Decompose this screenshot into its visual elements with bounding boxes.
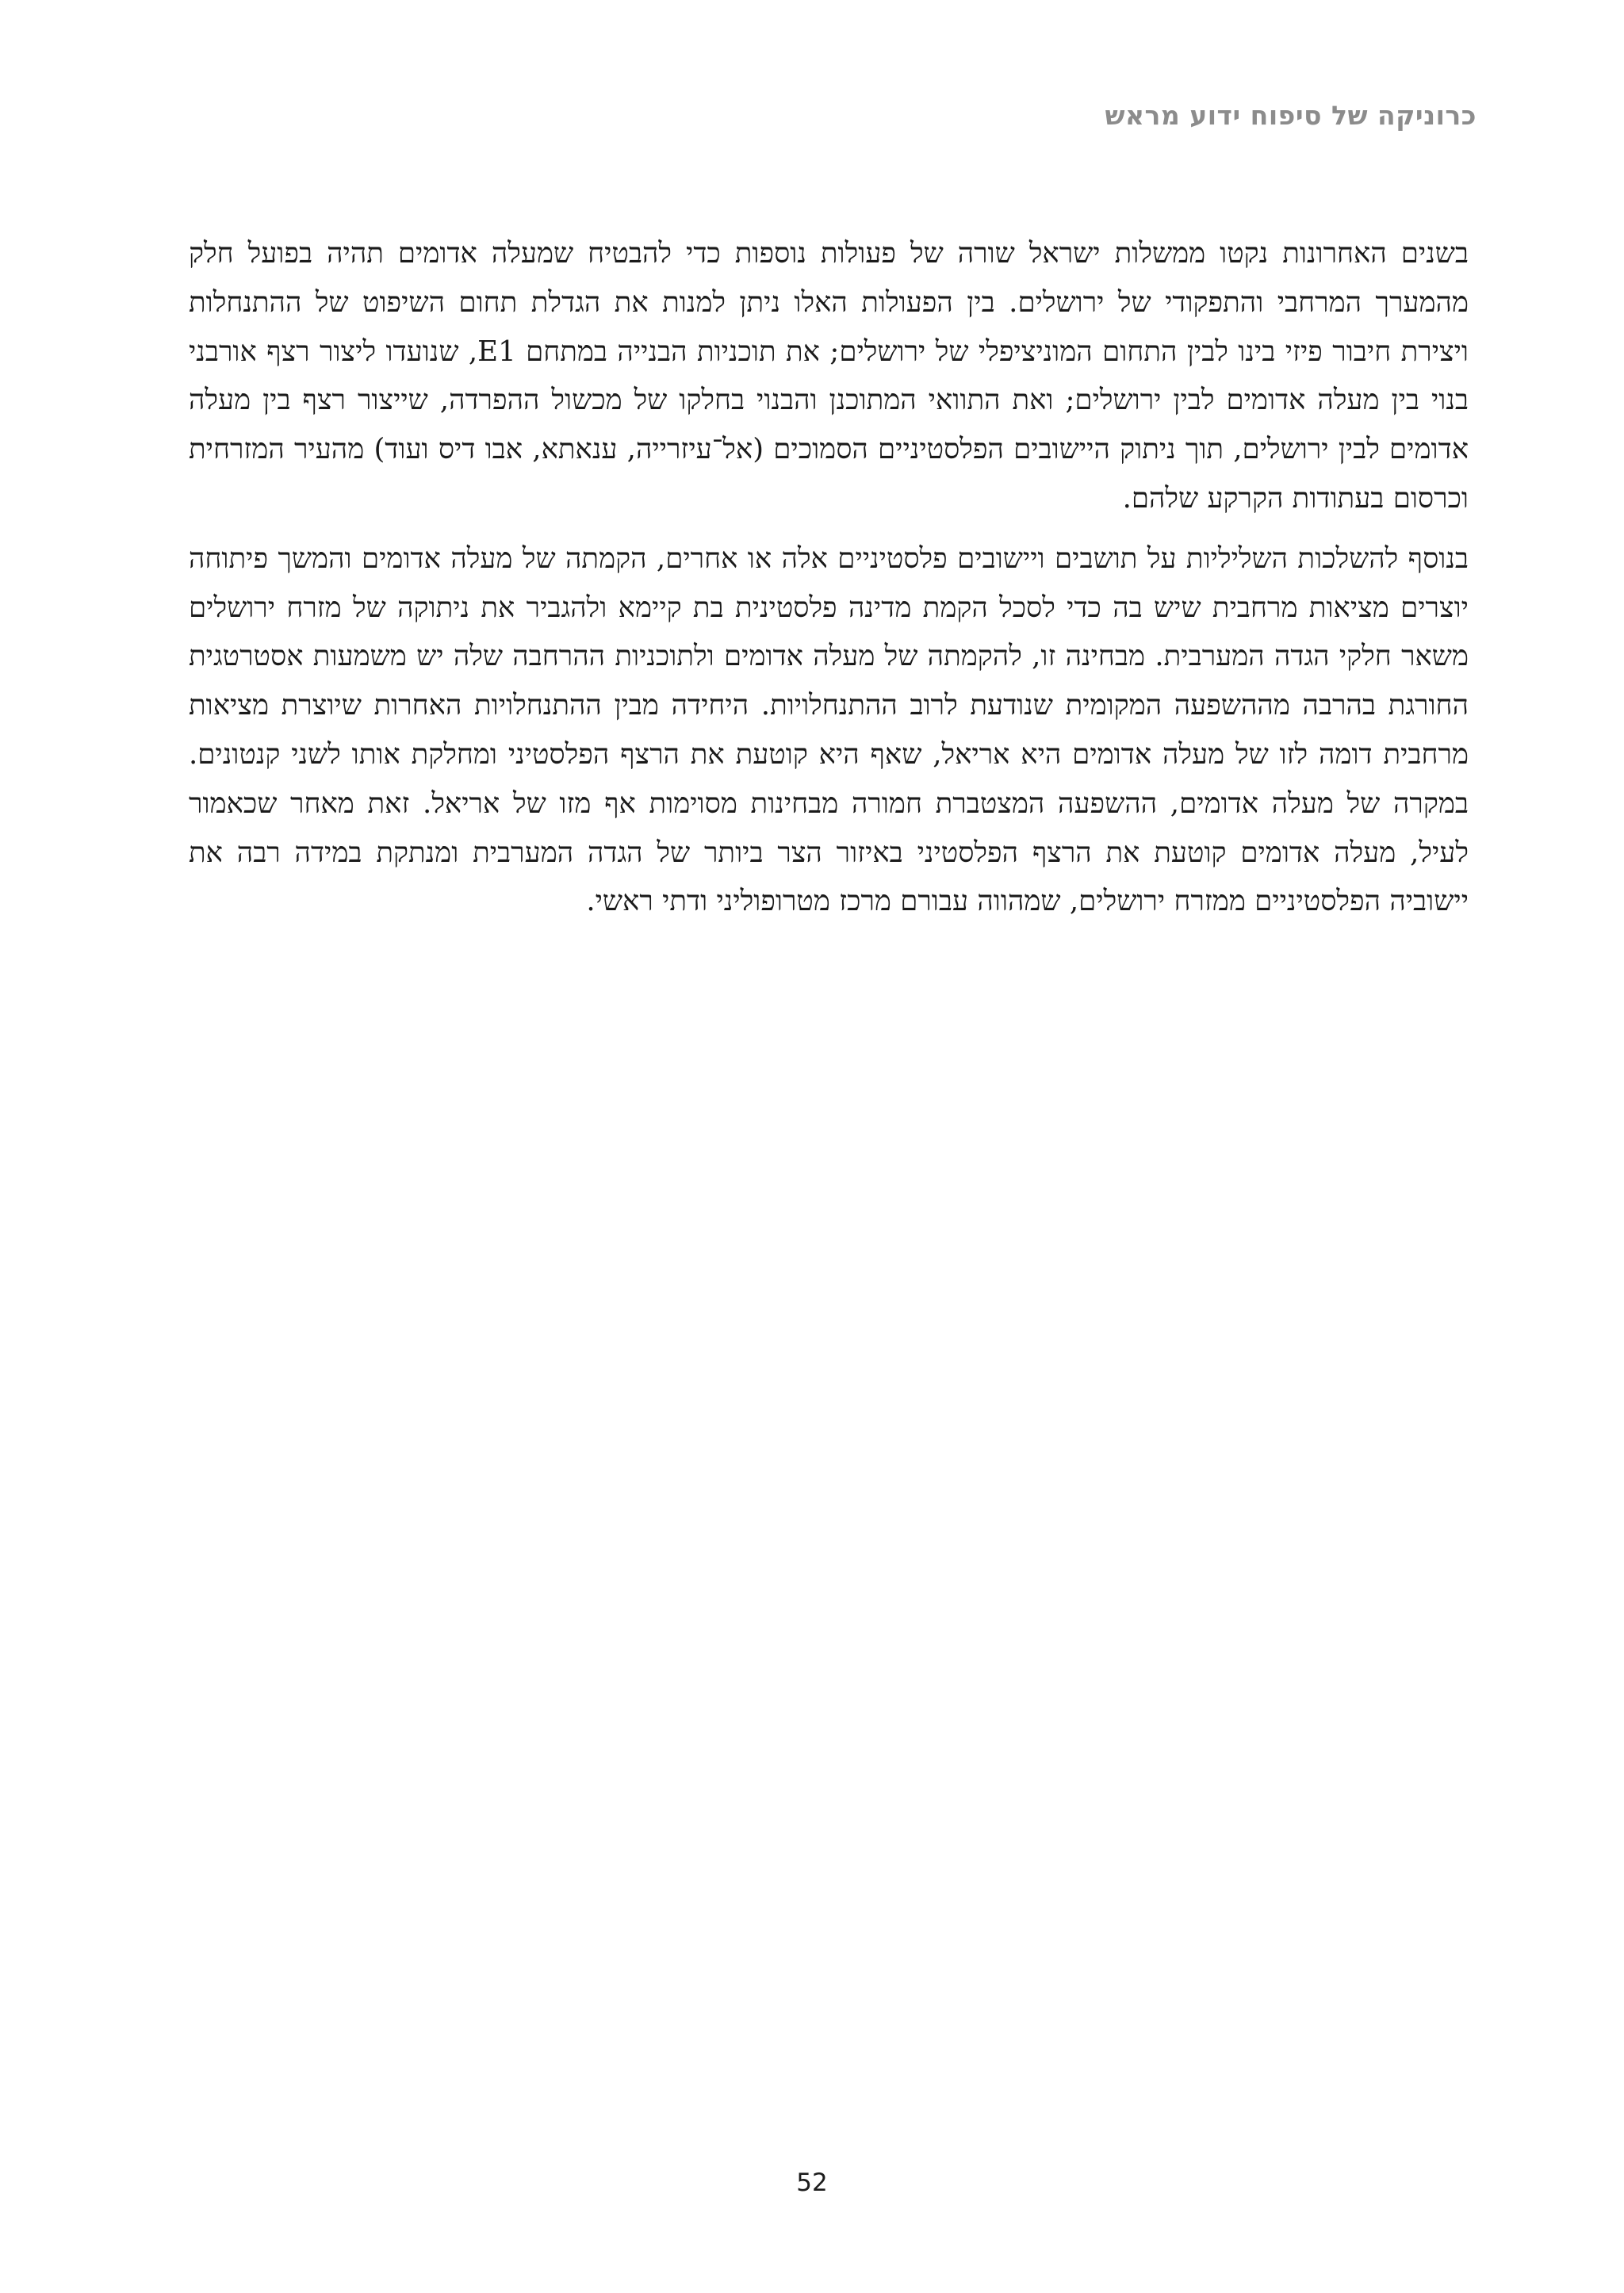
page-number: 52 <box>796 2169 828 2197</box>
running-header-title: כרוניקה של סיפוח ידוע מראש <box>1105 100 1477 131</box>
paragraph-1: בשנים האחרונות נקטו ממשלות ישראל שורה של פעולות נוספות כדי להבטיח שמעלה אדומים תהיה בפועל חלק מהמערך המרחבי והתפקודי של ירושלים. בין הפעולות האלו ניתן למנות את הגדלת תחום השיפוט של ההתנחלות ויצירת חיבור פיזי בינו לבין התחום המוניציפלי של ירושלים; את תוכניות הבנייה במתחם E1, שנועדו ליצור רצף אורבני בנוי בין מעלה אדומים לבין ירושלים; ואת התוואי המתוכנן והבנוי בחלקו של מכשול ההפרדה, שייצור רצף בין מעלה אדומים לבין ירושלים, תוך ניתוק היישובים הפלסטיניים הסמוכים (אל־עיזרייה, ענאתא, אבו דיס ועוד) מהעיר המזרחית וכרסום בעתודות הקרקע שלהם. <box>189 237 1469 515</box>
body-text <box>189 229 1469 937</box>
paragraph-2: בנוסף להשלכות השליליות על תושבים ויישובים פלסטיניים אלה או אחרים, הקמתה של מעלה אדומים והמשך פיתוחה יוצרים מציאות מרחבית שיש בה כדי לסכל הקמת מדינה פלסטינית בת קיימא ולהגביר את ניתוקה של מזרח ירושלים משאר חלקי הגדה המערבית. מבחינה זו, להקמתה של מעלה אדומים ולתוכניות ההרחבה שלה יש משמעות אסטרטגית החורגת בהרבה מההשפעה המקומית שנודעת לרוב ההתנחלויות. היחידה מבין ההתנחלויות האחרות שיוצרת מציאות מרחבית דומה לזו של מעלה אדומים היא אריאל, שאף היא קוטעת את הרצף הפלסטיני ומחלקת אותו לשני קנטונים. במקרה של מעלה אדומים, ההשפעה המצטברת חמורה מבחינות מסוימות אף מזו של אריאל. זאת מאחר שכאמור לעיל, מעלה אדומים קוטעת את הרצף הפלסטיני באיזור הצר ביותר של הגדה המערבית ומנתקת במידה רבה את יישוביה הפלסטיניים ממזרח ירושלים, שמהווה עבורם מרכז מטרופוליני ודתי ראשי. <box>189 542 1469 918</box>
